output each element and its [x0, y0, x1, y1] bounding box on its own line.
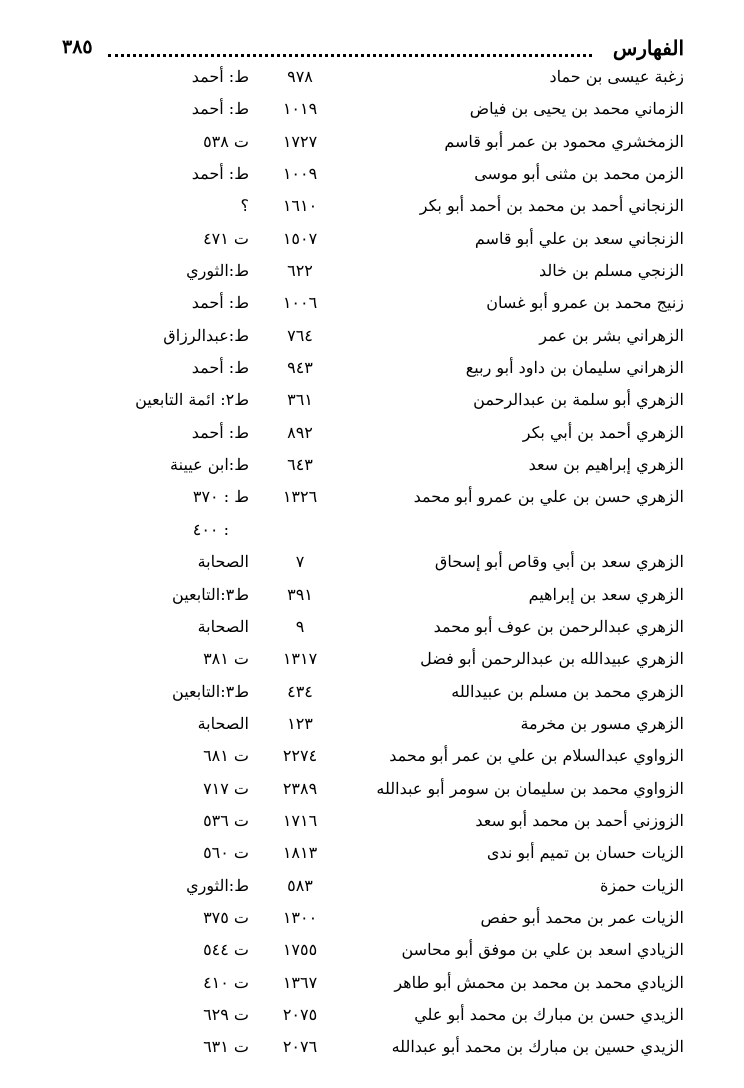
- entry-number: ١٠١٩: [282, 99, 318, 119]
- page-header: [60, 36, 684, 66]
- entry-name: الزنجاني سعد بن علي أبو قاسم: [474, 228, 684, 248]
- entry-number: ٦٤٣: [287, 455, 313, 475]
- entry-name: الزمن محمد بن مثنى أبو موسى: [474, 164, 684, 184]
- index-entry-row: [0, 225, 744, 257]
- entry-name: الزيادي اسعد بن علي بن موفق أبو محاسن: [401, 940, 684, 960]
- entry-number: ١٣٦٧: [282, 972, 318, 992]
- entry-note: ؟: [240, 196, 249, 216]
- entry-name: الزيادي محمد بن محمد بن محمش أبو طاهر: [394, 972, 684, 992]
- index-entry-row: [0, 742, 744, 774]
- entry-number: ٧٦٤: [287, 325, 313, 345]
- index-entry-row: [0, 192, 744, 224]
- entry-note: ط: أحمد: [191, 99, 249, 119]
- entry-note: ط: أحمد: [191, 422, 249, 442]
- index-entry-row: [0, 322, 744, 354]
- index-entries: [0, 63, 744, 1066]
- entry-note: الصحابة: [197, 713, 249, 733]
- entry-note: ت ٦٣١: [203, 1037, 249, 1057]
- entry-name: الزهري عبدالرحمن بن عوف أبو محمد: [433, 616, 684, 636]
- index-entry-row: [0, 1001, 744, 1033]
- entry-number: ٩٤٣: [287, 358, 313, 378]
- index-entry-row: [0, 839, 744, 871]
- entry-name: الزمخشري محمود بن عمر أبو قاسم: [444, 131, 684, 151]
- entry-note: ت ٤٧١: [203, 228, 249, 248]
- entry-name: الزهري أبو سلمة بن عبدالرحمن: [473, 390, 684, 410]
- entry-name: الزهري سعد بن إبراهيم: [528, 584, 684, 604]
- entry-name: الزهري مسور بن مخرمة: [520, 713, 684, 733]
- entry-note: الصحابة: [197, 616, 249, 636]
- index-entry-row: [0, 969, 744, 1001]
- entry-name: الزوزني أحمد بن محمد أبو سعد: [475, 810, 684, 830]
- entry-name: الزهري سعد بن أبي وقاص أبو إسحاق: [434, 552, 684, 572]
- entry-note: ط: أحمد: [191, 358, 249, 378]
- entry-note: ط:الثوري: [186, 261, 249, 281]
- entry-note: ط : ٣٧٠: [192, 487, 249, 507]
- index-entry-row: [0, 128, 744, 160]
- entry-name: الزيات عمر بن محمد أبو حفص: [480, 907, 684, 927]
- entry-number: ٦٢٢: [287, 261, 313, 281]
- entry-note: ت ٥٤٤: [203, 940, 249, 960]
- entry-number: ١٢٣: [287, 713, 313, 733]
- entry-note: : ٤٠٠: [192, 519, 229, 539]
- index-entry-row: [0, 581, 744, 613]
- entry-number: ٩: [295, 616, 305, 636]
- entry-name: الزماني محمد بن يحيى بن فياض: [469, 99, 684, 119]
- entry-note: ط: أحمد: [191, 293, 249, 313]
- entry-note: ت ٣٨١: [203, 649, 249, 669]
- page-title: الفهارس: [612, 36, 684, 60]
- entry-note: ط٣:التابعين: [172, 681, 249, 701]
- index-entry-row: [0, 775, 744, 807]
- entry-number: ١٠٠٦: [282, 293, 318, 313]
- entry-number: ٧: [295, 552, 305, 572]
- entry-note: ت ٧١٧: [203, 778, 249, 798]
- index-entry-row: [0, 386, 744, 418]
- index-entry-row: [0, 678, 744, 710]
- index-entry-row: [0, 354, 744, 386]
- entry-name: الزنجي مسلم بن خالد: [539, 261, 684, 281]
- index-entry-row: [0, 289, 744, 321]
- entry-number: ٣٩١: [287, 584, 313, 604]
- index-entry-row: [0, 257, 744, 289]
- entry-name: الزيدي حسين بن مبارك بن محمد أبو عبدالله: [391, 1037, 684, 1057]
- entry-note: ط٣:التابعين: [172, 584, 249, 604]
- entry-note: ت ٥٣٨: [203, 131, 249, 151]
- dotted-leader: [108, 54, 592, 57]
- entry-name: الزواوي محمد بن سليمان بن سومر أبو عبدالله: [376, 778, 684, 798]
- entry-number: ٥٨٣: [287, 875, 313, 895]
- entry-number: ١٥٠٧: [282, 228, 318, 248]
- entry-number: ١٨١٣: [282, 843, 318, 863]
- index-entry-continuation: [0, 516, 744, 548]
- entry-name: الزيات حمزة: [600, 875, 684, 895]
- entry-note: ت ٥٣٦: [203, 810, 249, 830]
- entry-note: ط٢: ائمة التابعين: [135, 390, 249, 410]
- entry-note: ط: أحمد: [191, 164, 249, 184]
- entry-number: ١٧٢٧: [282, 131, 318, 151]
- entry-number: ٢٣٨٩: [282, 778, 318, 798]
- index-entry-row: [0, 63, 744, 95]
- index-entry-row: [0, 483, 744, 515]
- entry-note: ت ٦٢٩: [203, 1004, 249, 1024]
- entry-note: ط:عبدالرزاق: [163, 325, 249, 345]
- entry-name: الزواوي عبدالسلام بن علي بن عمر أبو محمد: [389, 746, 684, 766]
- entry-number: ٢٠٧٦: [282, 1037, 318, 1057]
- page-number: ٣٨٥: [62, 36, 93, 58]
- entry-name: الزهري محمد بن مسلم بن عبيدالله: [451, 681, 684, 701]
- entry-name: الزيات حسان بن تميم أبو ندى: [486, 843, 684, 863]
- index-entry-row: [0, 936, 744, 968]
- entry-note: ت ٥٦٠: [203, 843, 249, 863]
- index-entry-row: [0, 613, 744, 645]
- entry-name: الزهري عبيدالله بن عبدالرحمن أبو فضل: [420, 649, 684, 669]
- entry-number: ١٦١٠: [282, 196, 318, 216]
- entry-name: الزهري حسن بن علي بن عمرو أبو محمد: [413, 487, 684, 507]
- entry-number: ٨٩٢: [287, 422, 313, 442]
- index-entry-row: [0, 548, 744, 580]
- entry-number: ١٧٥٥: [282, 940, 318, 960]
- index-entry-row: [0, 419, 744, 451]
- index-entry-row: [0, 160, 744, 192]
- index-entry-row: [0, 872, 744, 904]
- entry-number: ٤٣٤: [287, 681, 313, 701]
- entry-note: ت ٣٧٥: [203, 907, 249, 927]
- entry-name: الزنجاني أحمد بن محمد بن أحمد أبو بكر: [419, 196, 684, 216]
- entry-note: ط:ابن عيينة: [170, 455, 249, 475]
- entry-note: الصحابة: [197, 552, 249, 572]
- entry-number: ٩٧٨: [287, 67, 313, 86]
- index-entry-row: [0, 904, 744, 936]
- index-entry-row: [0, 807, 744, 839]
- entry-note: ط: أحمد: [191, 67, 249, 86]
- entry-number: ١٣٢٦: [282, 487, 318, 507]
- index-entry-row: [0, 710, 744, 742]
- entry-number: ١٣٠٠: [282, 907, 318, 927]
- entry-name: الزهراني سليمان بن داود أبو ربيع: [465, 358, 684, 378]
- index-entry-row: [0, 95, 744, 127]
- entry-number: ١٣١٧: [282, 649, 318, 669]
- entry-note: ت ٤١٠: [203, 972, 249, 992]
- index-entry-row: [0, 1033, 744, 1065]
- entry-note: ط:الثوري: [186, 875, 249, 895]
- entry-number: ٢٠٧٥: [282, 1004, 318, 1024]
- entry-name: زغبة عيسى بن حماد: [549, 67, 684, 86]
- entry-number: ٢٢٧٤: [282, 746, 318, 766]
- entry-number: ١٠٠٩: [282, 164, 318, 184]
- entry-name: الزهري أحمد بن أبي بكر: [522, 422, 684, 442]
- entry-note: ت ٦٨١: [203, 746, 249, 766]
- entry-name: الزيدي حسن بن مبارك بن محمد أبو علي: [414, 1004, 684, 1024]
- entry-name: الزهراني بشر بن عمر: [539, 325, 684, 345]
- index-entry-row: [0, 451, 744, 483]
- entry-name: زنيج محمد بن عمرو أبو غسان: [486, 293, 684, 313]
- entry-number: ٣٦١: [287, 390, 313, 410]
- entry-name: الزهري إبراهيم بن سعد: [528, 455, 684, 475]
- entry-number: ١٧١٦: [282, 810, 318, 830]
- index-entry-row: [0, 645, 744, 677]
